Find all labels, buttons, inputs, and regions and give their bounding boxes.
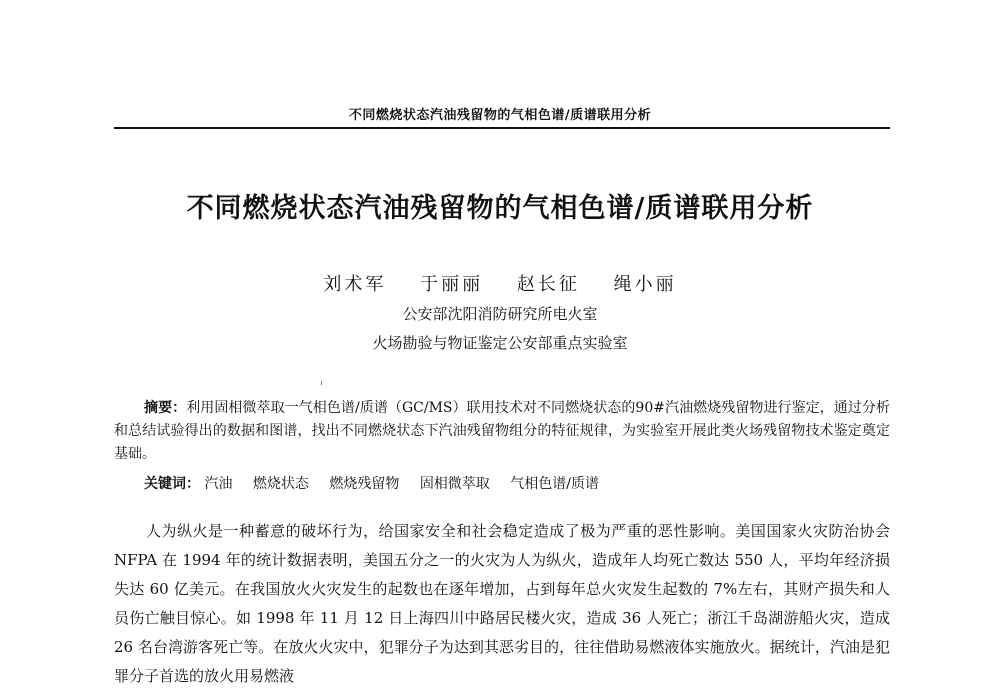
header-rule	[114, 127, 890, 129]
keyword: 汽油	[204, 476, 233, 492]
affiliation: 公安部沈阳消防研究所电火室	[402, 305, 598, 323]
running-header: 不同燃烧状态汽油残留物的气相色谱/质谱联用分析	[348, 108, 652, 123]
author-list	[0, 270, 1000, 296]
author-name: 赵长征	[516, 274, 580, 295]
abstract-text: 利用固相微萃取一气相色谱/质谱（GC/MS）联用技术对不同燃烧状态的90#汽油燃烧残留物进行鉴定，通过分析和总结试验得出的数据和图谱，找出不同燃烧状态下汽油残留物组分的特征规律，为实验室开展此类火场残留物技术鉴定奠定基础。	[114, 400, 890, 462]
keywords	[144, 474, 615, 494]
author-name: 刘术军	[323, 274, 387, 295]
keyword: 气相色谱/质谱	[510, 476, 599, 492]
keyword: 燃烧状态	[252, 476, 309, 492]
abstract-label: 摘要：	[144, 400, 187, 416]
paper-title: 不同燃烧状态汽油残留物的气相色谱/质谱联用分析	[186, 193, 814, 224]
author-name: 绳小丽	[613, 274, 677, 295]
keywords-label: 关键词：	[144, 476, 200, 492]
keyword: 燃烧残留物	[329, 476, 400, 492]
author-name: 于丽丽	[420, 274, 484, 295]
keyword: 固相微萃取	[419, 476, 490, 492]
affiliation: 火场勘验与物证鉴定公安部重点实验室	[372, 334, 628, 352]
scan-mark	[321, 381, 322, 385]
abstract	[114, 397, 890, 466]
body-paragraph: 人为纵火是一种蓄意的破坏行为，给国家安全和社会稳定造成了极为严重的恶性影响。美国国家火灾防治协会 NFPA 在 1994 年的统计数据表明，美国五分之一的火灾为人为纵火，造成年人均死亡数达 550 人，平均年经济损失达 60 亿美元。在我国放火火灾发生的起数也在逐年增加，占到每年总火灾发生起数的 7%左右，其财产损失和人员伤亡触目惊心。如 1998 年 11 月 12 日上海四川中路居民楼火灾，造成 36 人死亡；浙江千岛湖游船火灾，造成 26 名台湾游客死亡等。在放火火灾中，犯罪分子为达到其恶劣目的，往往借助易燃液体实施放火。据统计，汽油是犯罪分子首选的放火用易燃液	[114, 522, 890, 685]
